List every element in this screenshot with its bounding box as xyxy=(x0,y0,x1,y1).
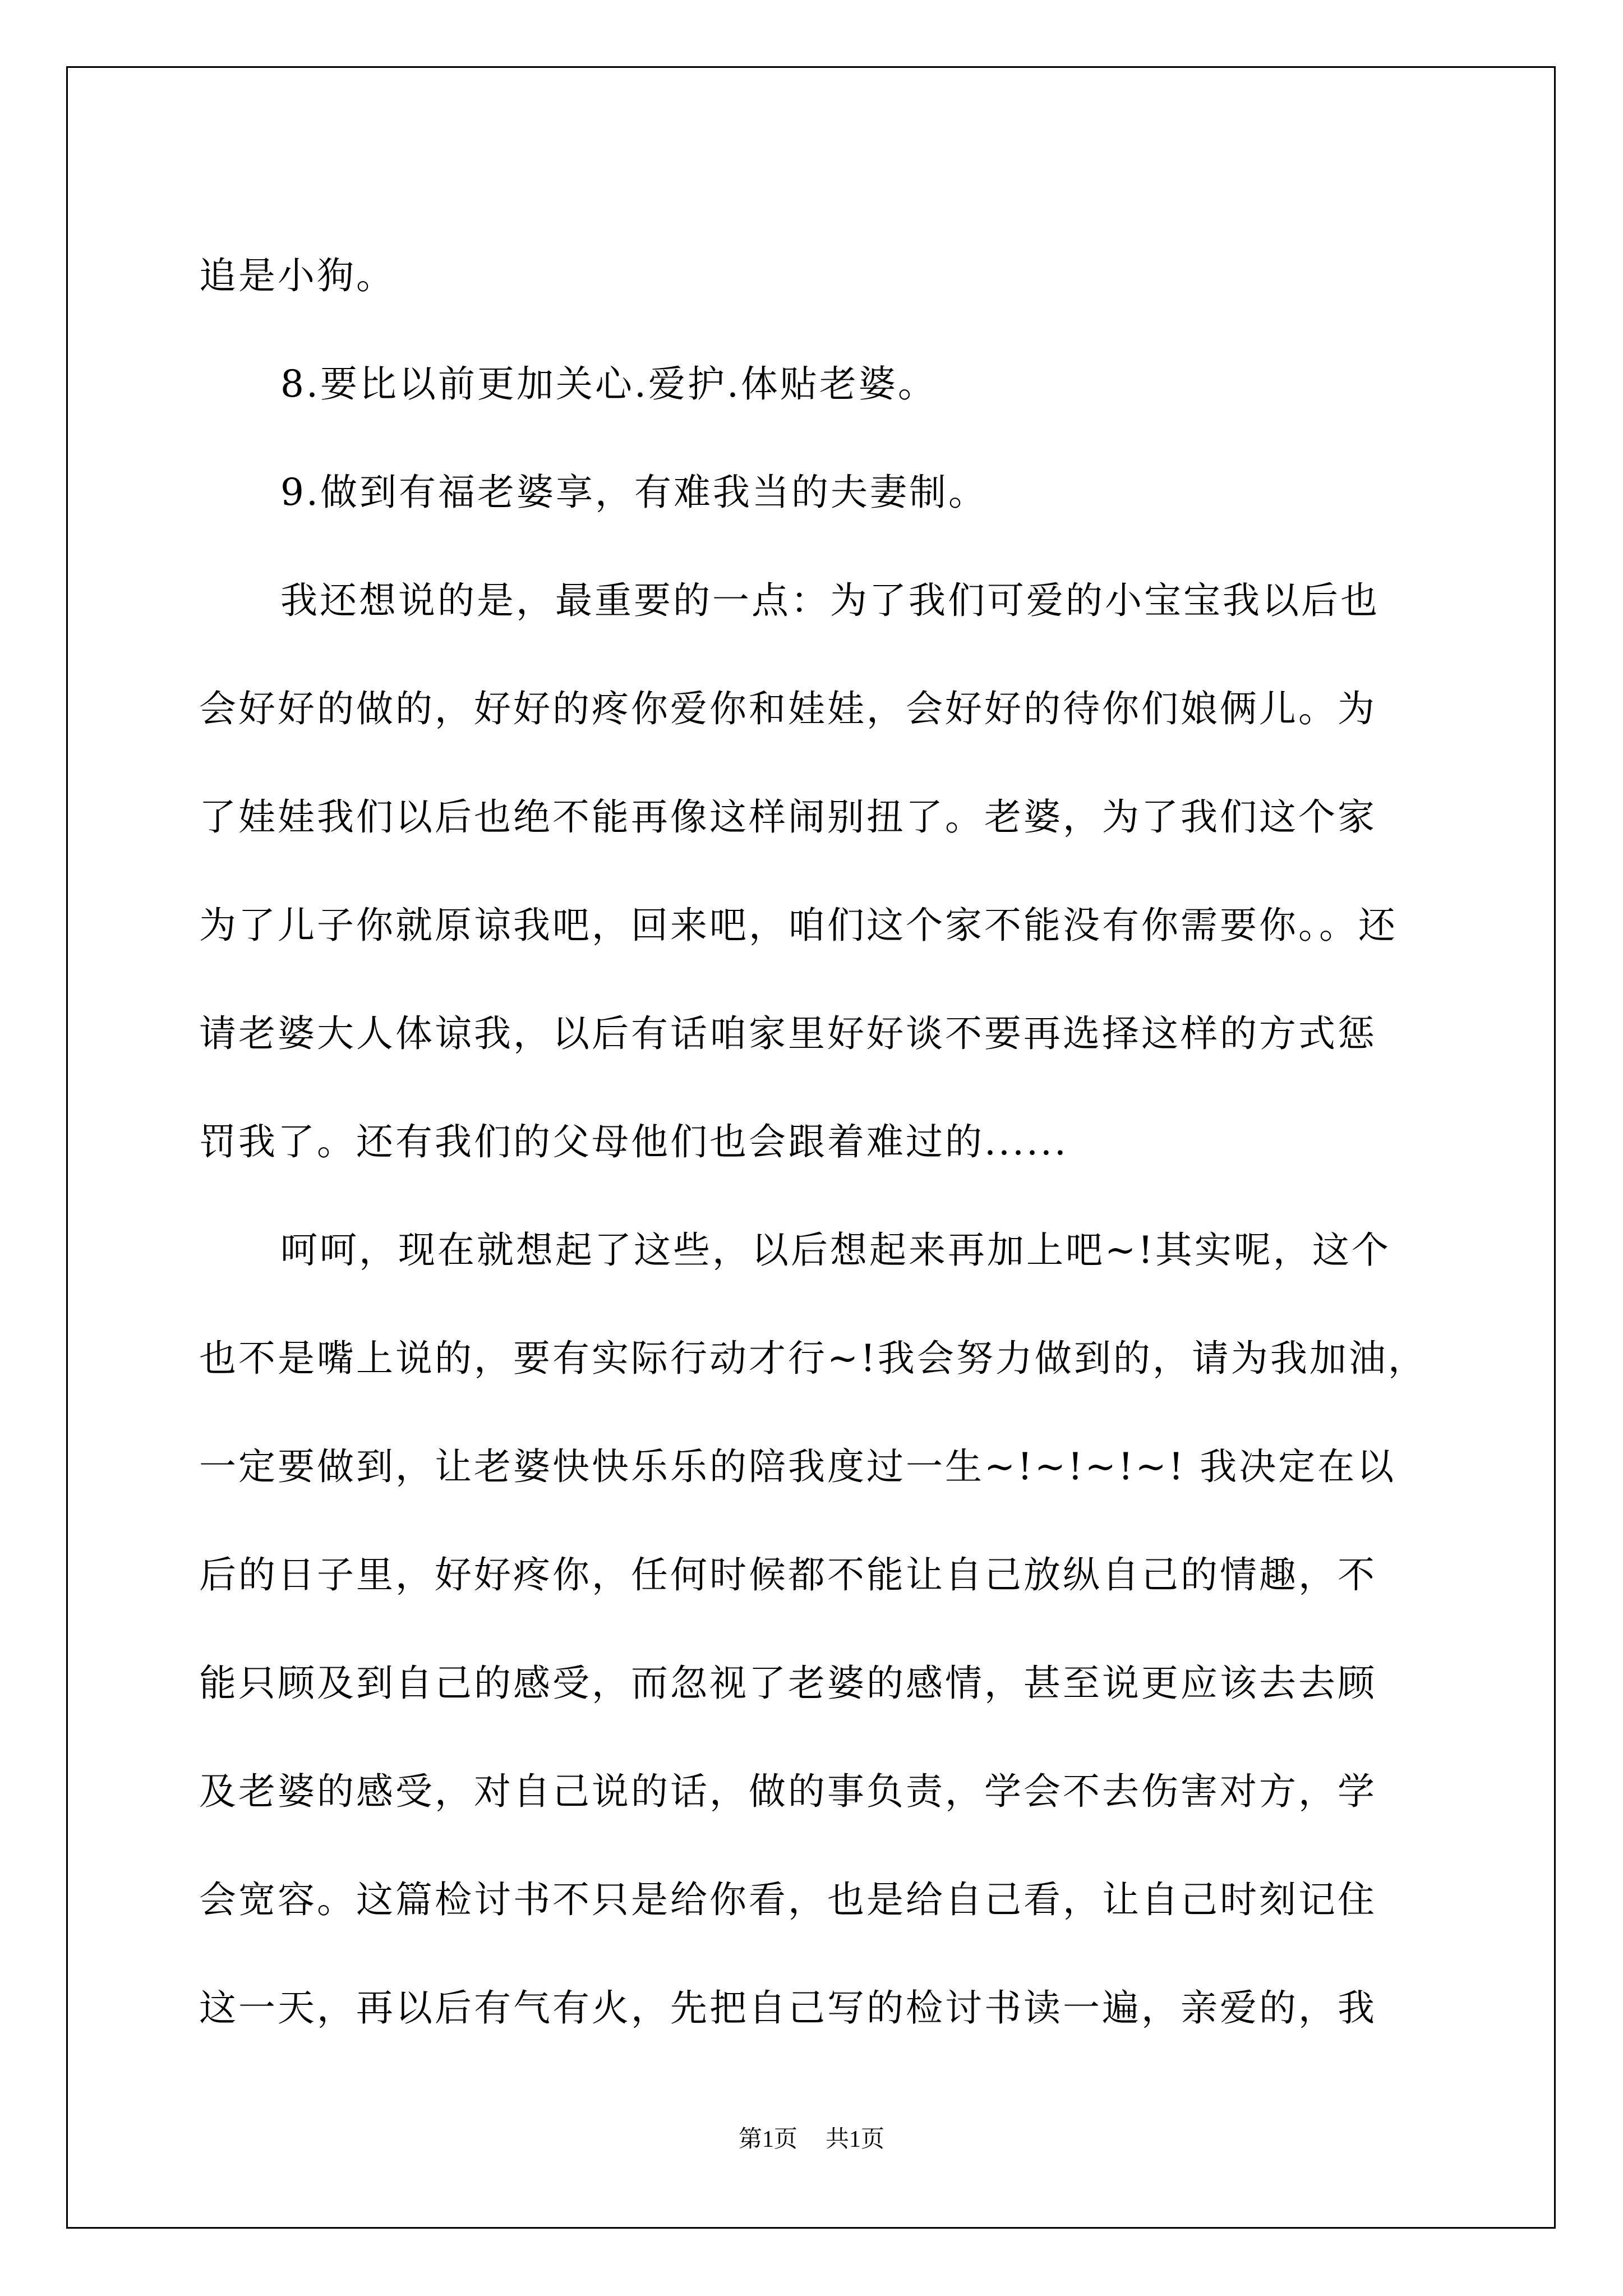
text-line: 及老婆的感受，对自己说的话，做的事负责，学会不去伤害对方，学 xyxy=(199,1770,1377,1813)
text-line: 为了儿子你就原谅我吧，回来吧，咱们这个家不能没有你需要你。。还 xyxy=(199,904,1398,947)
text-line: 一定要做到，让老婆快快乐乐的陪我度过一生~!~!~!~! 我决定在以 xyxy=(199,1445,1396,1488)
text-line: 8.要比以前更加关心.爱护.体贴老婆。 xyxy=(280,362,937,406)
text-line: 会宽容。这篇检讨书不只是给你看，也是给自己看，让自己时刻记住 xyxy=(199,1878,1377,1921)
text-line: 追是小狗。 xyxy=(199,254,395,297)
page-footer xyxy=(0,2120,1623,2154)
document-body xyxy=(199,222,1427,2062)
text-line: 我还想说的是，最重要的一点：为了我们可爱的小宝宝我以后也 xyxy=(280,579,1380,622)
text-line: 这一天，再以后有气有火，先把自己写的检讨书读一遍，亲爱的，我 xyxy=(199,1986,1377,2030)
text-line: 能只顾及到自己的感受，而忽视了老婆的感情，甚至说更应该去去顾 xyxy=(199,1662,1377,1705)
text-line: 请老婆大人体谅我，以后有话咱家里好好谈不要再选择这样的方式惩 xyxy=(199,1012,1377,1055)
page-number-total: 共1页 xyxy=(826,2127,885,2152)
text-line: 呵呵，现在就想起了这些，以后想起来再加上吧~!其实呢，这个 xyxy=(280,1228,1391,1272)
text-line: 了娃娃我们以后也绝不能再像这样闹别扭了。老婆，为了我们这个家 xyxy=(199,795,1377,839)
page-number-current: 第1页 xyxy=(738,2127,797,2152)
text-line: 罚我了。还有我们的父母他们也会跟着难过的...... xyxy=(199,1120,1068,1163)
text-line: 9.做到有福老婆享，有难我当的夫妻制。 xyxy=(280,471,988,514)
text-line: 后的日子里，好好疼你，任何时候都不能让自己放纵自己的情趣，不 xyxy=(199,1553,1377,1596)
text-line: 也不是嘴上说的，要有实际行动才行~!我会努力做到的，请为我加油， xyxy=(199,1337,1427,1380)
text-line: 会好好的做的，好好的疼你爱你和娃娃，会好好的待你们娘俩儿。为 xyxy=(199,687,1377,730)
